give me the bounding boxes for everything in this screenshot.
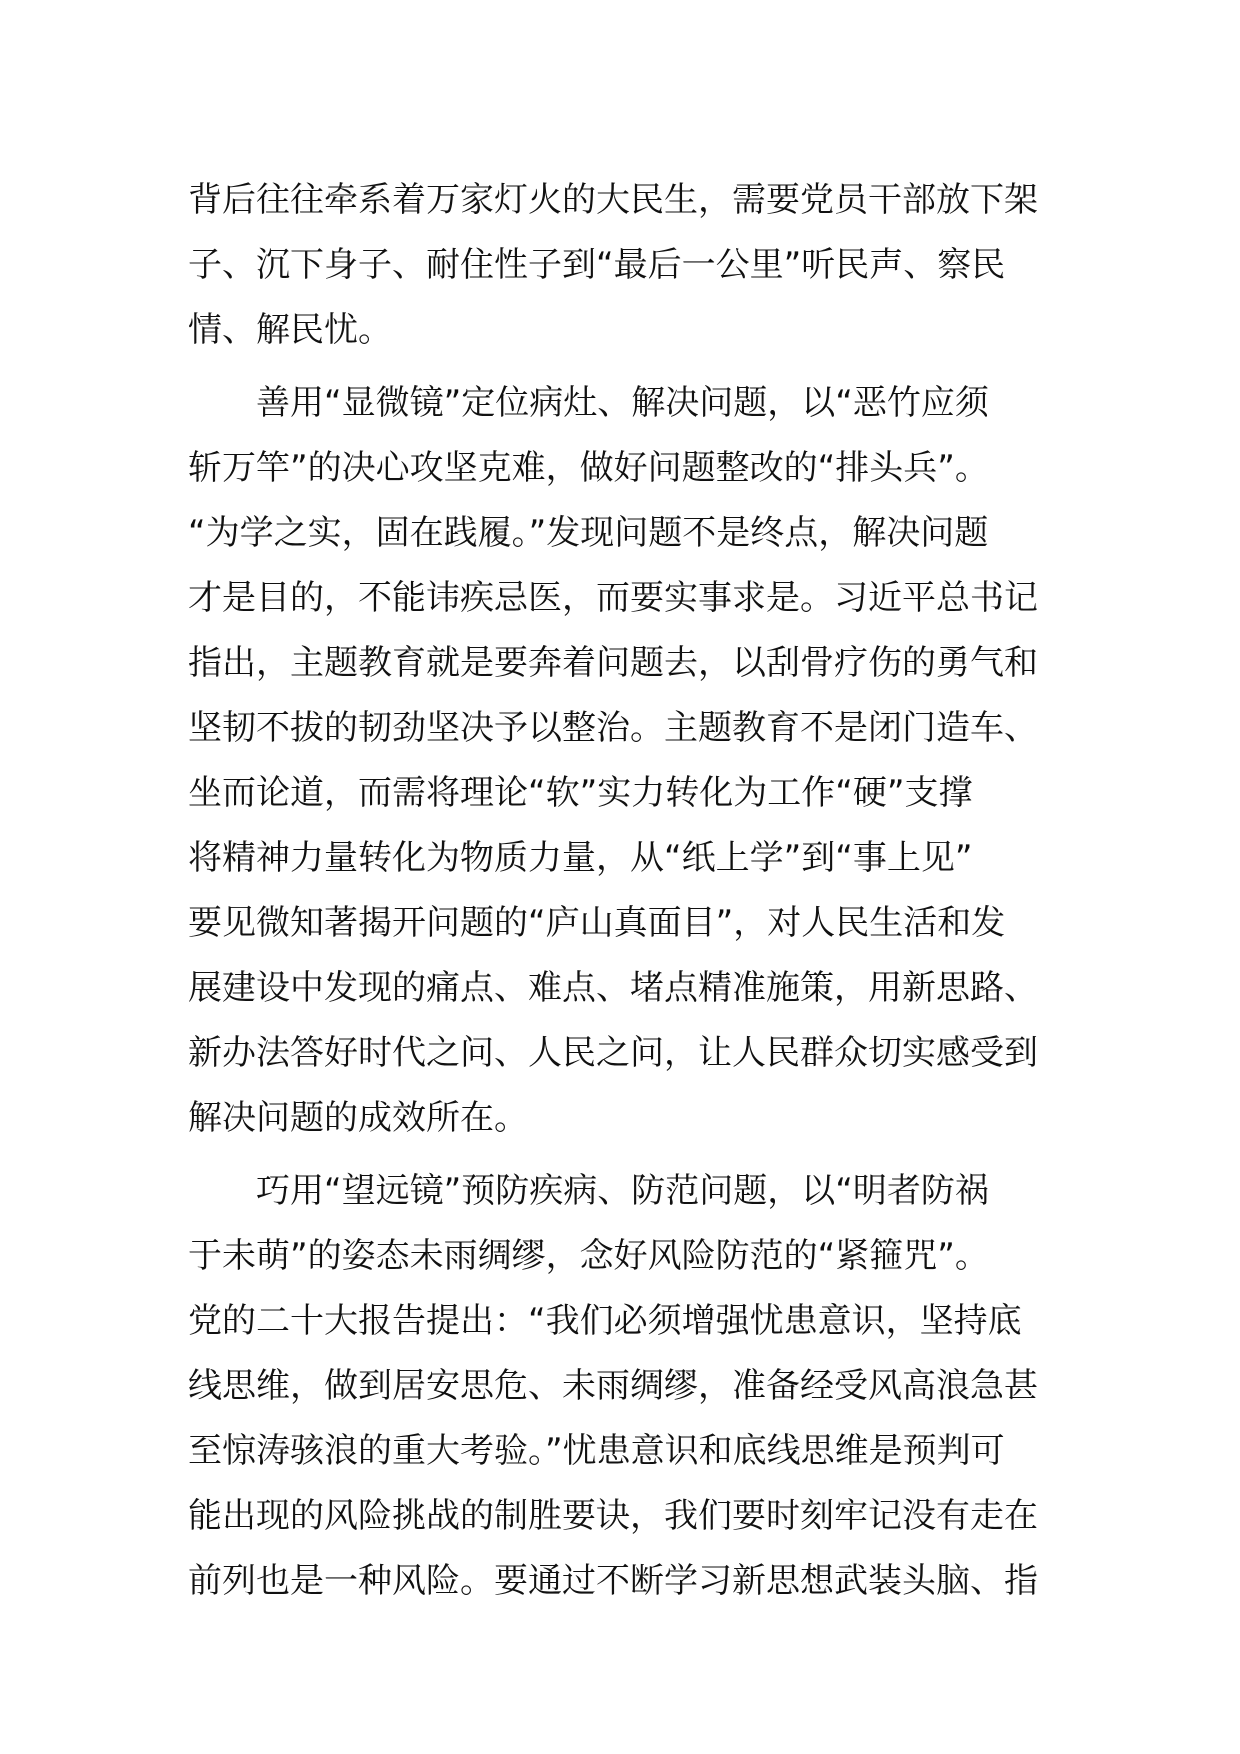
body-text — [188, 168, 1060, 1614]
text-line: 才是目的，不能讳疾忌医，而要实事求是。习近平总书记 — [188, 578, 1038, 618]
text-line: 斩万竿”的决心攻坚克难，做好问题整改的“排头兵”。 — [188, 448, 989, 488]
text-line: 解决问题的成效所在。 — [188, 1098, 528, 1138]
text-line: 坐而论道，而需将理论“软”实力转化为工作“硬”支撑 — [188, 773, 973, 813]
text-line: 展建设中发现的痛点、难点、堵点精准施策，用新思路、 — [188, 968, 1038, 1008]
text-line: 能出现的风险挑战的制胜要诀，我们要时刻牢记没有走在 — [188, 1496, 1038, 1536]
text-line: 前列也是一种风险。要通过不断学习新思想武装头脑、指 — [188, 1561, 1038, 1601]
paragraph-start-line: 巧用“望远镜”预防疾病、防范问题，以“明者防祸 — [256, 1171, 989, 1211]
text-line: 坚韧不拔的韧劲坚决予以整治。主题教育不是闭门造车、 — [188, 708, 1038, 748]
text-line: 要见微知著揭开问题的“庐山真面目”，对人民生活和发 — [188, 903, 1006, 943]
text-line: 背后往往牵系着万家灯火的大民生，需要党员干部放下架 — [188, 180, 1038, 220]
text-line: 子、沉下身子、耐住性子到“最后一公里”听民声、察民 — [188, 245, 1006, 285]
text-line: 指出，主题教育就是要奔着问题去，以刮骨疗伤的勇气和 — [188, 643, 1038, 683]
text-line: 至惊涛骇浪的重大考验。”忧患意识和底线思维是预判可 — [188, 1431, 1005, 1471]
text-line: 情、解民忧。 — [188, 310, 392, 350]
text-line: “为学之实，固在践履。”发现问题不是终点，解决问题 — [188, 513, 989, 553]
text-line: 将精神力量转化为物质力量，从“纸上学”到“事上见” — [188, 838, 973, 878]
text-line: 新办法答好时代之问、人民之问，让人民群众切实感受到 — [188, 1033, 1038, 1073]
text-line: 于未萌”的姿态未雨绸缪，念好风险防范的“紧箍咒”。 — [188, 1236, 989, 1276]
paragraph-start-line: 善用“显微镜”定位病灶、解决问题，以“恶竹应须 — [256, 383, 989, 423]
text-line: 党的二十大报告提出：“我们必须增强忧患意识，坚持底 — [188, 1301, 1022, 1341]
text-line: 线思维，做到居安思危、未雨绸缪，准备经受风高浪急甚 — [188, 1366, 1038, 1406]
